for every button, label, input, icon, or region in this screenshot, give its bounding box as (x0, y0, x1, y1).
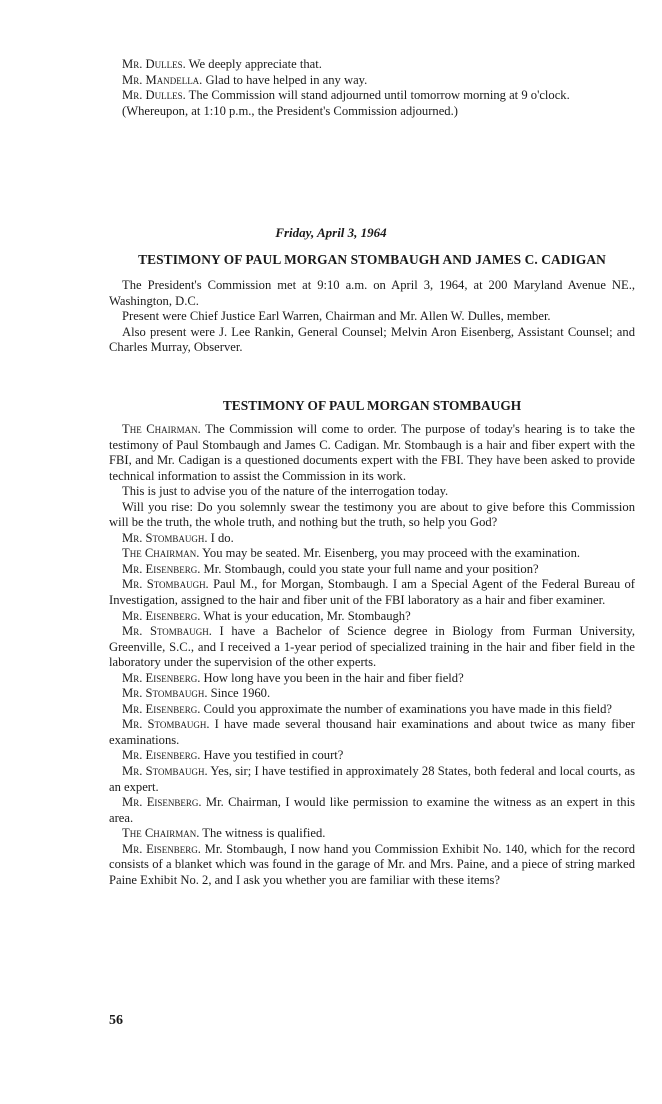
speaker: Mr. Stombaugh. (122, 717, 210, 732)
speaker: Mr. Eisenberg. (122, 561, 201, 576)
paragraph: The President's Commission met at 9:10 a.m. on April 3, 1964, at 200 Maryland Avenue NE., Washington, D.C. (109, 278, 635, 308)
paragraph: Mr. Eisenberg. Have you testified in court? (122, 748, 344, 763)
paragraph: The Chairman. The witness is qualified. (122, 826, 326, 841)
page-number: 56 (109, 1013, 123, 1028)
speaker: Mr. Stombaugh. (122, 530, 208, 545)
paragraph: Also present were J. Lee Rankin, General Counsel; Melvin Aron Eisenberg, Assistant Counsel; and Charles Murray, Observer. (109, 324, 635, 355)
paragraph: Mr. Stombaugh. Paul M., for Morgan, Stombaugh. I am a Special Agent of the Federal Bureau of Investigation, assigned to the hair and fiber unit of the FBI laboratory as a hair and fiber examiner. (109, 577, 635, 608)
paragraph: Mr. Eisenberg. Mr. Chairman, I would like permission to examine the witness as an expert in this area. (109, 795, 635, 825)
speaker: The Chairman. (122, 826, 200, 841)
speaker: Mr. Stombaugh. (122, 686, 208, 701)
paragraph: Mr. Stombaugh. I have a Bachelor of Science degree in Biology from Furman University, Greenville, S.C., and I received a 1-year period of specialized training in the hair and fiber field in the laboratory under the supervision of the other experts. (109, 624, 635, 670)
session-date: Friday, April 3, 1964 (275, 225, 387, 240)
testimony-body (109, 422, 635, 888)
speaker: The Chairman. (122, 422, 201, 436)
paragraph: Mr. Dulles. We deeply appreciate that. (122, 57, 322, 71)
speaker: Mr. Eisenberg. (122, 608, 201, 623)
paragraph: The Chairman. You may be seated. Mr. Eisenberg, you may proceed with the examination. (122, 546, 581, 561)
paragraph: Present were Chief Justice Earl Warren, Chairman and Mr. Allen W. Dulles, member. (122, 309, 551, 324)
section-heading-witness: TESTIMONY OF PAUL MORGAN STOMBAUGH (222, 398, 522, 413)
speaker: Mr. Stombaugh. (122, 624, 212, 639)
paragraph: Mr. Stombaugh. I do. (122, 530, 234, 545)
paragraph: Mr. Eisenberg. What is your education, Mr. Stombaugh? (122, 608, 411, 623)
paragraph: Mr. Dulles. The Commission will stand adjourned until tomorrow morning at 9 o'clock. (122, 88, 570, 103)
paragraph: Mr. Stombaugh. I have made several thousand hair examinations and about twice as many fiber examinations. (109, 717, 635, 747)
paragraph: Mr. Eisenberg. Could you approximate the number of examinations you have made in this field? (122, 701, 612, 716)
speaker: Mr. Stombaugh. (122, 764, 208, 779)
speaker: Mr. Dulles. (122, 57, 186, 71)
paragraph: Mr. Stombaugh. Yes, sir; I have testified in approximately 28 States, both federal and local courts, as an expert. (109, 764, 635, 794)
paragraph: Mr. Eisenberg. How long have you been in the hair and fiber field? (122, 670, 464, 685)
speaker: Mr. Stombaugh. (122, 577, 209, 592)
paragraph: Mr. Mandella. Glad to have helped in any way. (122, 72, 368, 87)
paragraph: (Whereupon, at 1:10 p.m., the President's Commission adjourned.) (122, 103, 458, 118)
speaker: Mr. Dulles. (122, 88, 186, 103)
speaker: Mr. Eisenberg. (122, 670, 201, 685)
speaker: Mr. Mandella. (122, 72, 203, 87)
speaker: Mr. Eisenberg. (122, 841, 201, 856)
speaker: Mr. Eisenberg. (122, 795, 202, 810)
speaker: Mr. Eisenberg. (122, 701, 201, 716)
paragraph: This is just to advise you of the nature of the interrogation today. (122, 484, 449, 499)
session-intro (109, 278, 635, 356)
speaker: The Chairman. (122, 546, 200, 561)
paragraph: Mr. Eisenberg. Mr. Stombaugh, I now hand you Commission Exhibit No. 140, which for the record consists of a blanket which was found in the garage of Mr. and Mrs. Paine, and a piece of string marked Paine Exhibit No. 2, and I ask you whether you are familiar with these items? (109, 841, 635, 887)
paragraph: Will you rise: Do you solemnly swear the testimony you are about to give before this Commission will be the truth, the whole truth, and nothing but the truth, so help you God? (109, 499, 635, 530)
paragraph: Mr. Stombaugh. Since 1960. (122, 686, 271, 701)
paragraph: The Chairman. The Commission will come to order. The purpose of today's hearing is to take the testimony of Paul Stombaugh and James C. Cadigan. Mr. Stombaugh is a hair and fiber expert with the FBI, and Mr. Cadigan is a questioned documents expert with the FBI. They have been asked to provide technical information to assist the Commission in its work. (109, 422, 635, 483)
paragraph: Mr. Eisenberg. Mr. Stombaugh, could you state your full name and your position? (122, 561, 539, 576)
speaker: Mr. Eisenberg. (122, 748, 201, 763)
section-heading-main: TESTIMONY OF PAUL MORGAN STOMBAUGH AND JAMES C. CADIGAN (138, 252, 606, 267)
closing-exchange (109, 57, 635, 119)
